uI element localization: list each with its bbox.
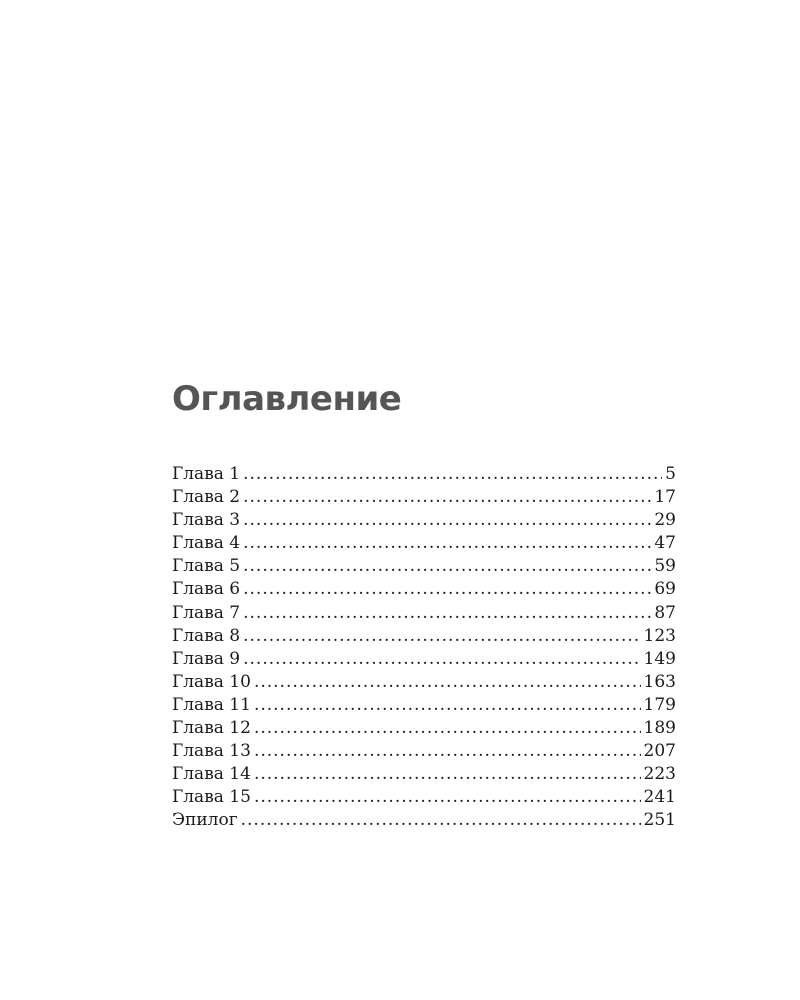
toc-entry-chapter-11[interactable]	[172, 695, 676, 718]
toc-entry-label: Глава 5	[172, 556, 241, 577]
toc-entry-label: Глава 12	[172, 718, 251, 739]
toc-entry-page: 69	[654, 579, 676, 600]
toc-entry-label: Глава 8	[172, 625, 241, 646]
toc-leader-dots	[243, 487, 651, 507]
toc-leader-dots	[254, 787, 641, 807]
toc-leader-dots	[243, 510, 651, 530]
toc-entry-page: 123	[643, 625, 676, 646]
toc-leader-dots	[243, 556, 651, 576]
toc-entry-page: 149	[643, 648, 676, 669]
toc-entry-chapter-5[interactable]	[172, 556, 676, 579]
toc-leader-dots	[243, 533, 651, 553]
toc-entry-page: 163	[643, 671, 676, 692]
toc-entry-chapter-4[interactable]	[172, 533, 676, 556]
toc-entry-chapter-15[interactable]	[172, 787, 676, 810]
toc-leader-dots	[243, 603, 651, 623]
toc-entry-label: Глава 9	[172, 648, 241, 669]
toc-entry-label: Глава 11	[172, 694, 251, 715]
toc-entry-page: 47	[654, 533, 676, 554]
toc-leader-dots	[243, 579, 651, 599]
toc-entry-chapter-13[interactable]	[172, 741, 676, 764]
toc-entry-page: 207	[643, 741, 676, 762]
toc-entry-label: Глава 2	[172, 487, 241, 508]
toc-leader-dots	[243, 649, 640, 669]
toc-leader-dots	[254, 764, 641, 784]
toc-entry-page: 179	[643, 694, 676, 715]
toc-entry-chapter-14[interactable]	[172, 764, 676, 787]
toc-title: Оглавление	[172, 379, 402, 419]
toc-entry-chapter-8[interactable]	[172, 626, 676, 649]
toc-entry-label: Глава 14	[172, 764, 251, 785]
toc-entry-page: 29	[654, 510, 676, 531]
toc-entry-page: 87	[654, 602, 676, 623]
toc-entry-label: Глава 15	[172, 787, 251, 808]
toc-entry-label: Глава 1	[172, 464, 241, 484]
toc-entry-chapter-3[interactable]	[172, 510, 676, 533]
toc-leader-dots	[254, 695, 641, 715]
toc-entry-chapter-10[interactable]	[172, 672, 676, 695]
toc-entry-page: 251	[643, 810, 676, 831]
toc-entry-chapter-9[interactable]	[172, 649, 676, 672]
toc-entry-label: Глава 4	[172, 533, 241, 554]
toc-entry-chapter-12[interactable]	[172, 718, 676, 741]
toc-entry-chapter-7[interactable]	[172, 603, 676, 626]
toc-entry-page: 17	[654, 487, 676, 508]
toc-entry-label: Глава 7	[172, 602, 241, 623]
toc-entry-chapter-1[interactable]	[172, 464, 676, 487]
toc-entry-label: Глава 3	[172, 510, 241, 531]
toc-entry-page: 59	[654, 556, 676, 577]
toc-entry-label: Глава 6	[172, 579, 241, 600]
toc-leader-dots	[254, 672, 641, 692]
toc-leader-dots	[254, 741, 641, 761]
toc-entry-label: Эпилог	[172, 810, 238, 831]
toc-entry-page: 241	[643, 787, 676, 808]
toc-entry-epilogue[interactable]	[172, 810, 676, 833]
toc-entry-page: 223	[643, 764, 676, 785]
toc-leader-dots	[243, 626, 640, 646]
toc-leader-dots	[254, 718, 641, 738]
toc-entry-chapter-2[interactable]	[172, 487, 676, 510]
toc-entry-label: Глава 10	[172, 671, 251, 692]
toc-list	[172, 464, 676, 834]
toc-entry-page: 189	[643, 718, 676, 739]
toc-leader-dots	[243, 464, 662, 484]
toc-entry-chapter-6[interactable]	[172, 579, 676, 602]
toc-leader-dots	[241, 810, 641, 830]
toc-entry-label: Глава 13	[172, 741, 251, 762]
toc-entry-page: 5	[665, 464, 676, 484]
